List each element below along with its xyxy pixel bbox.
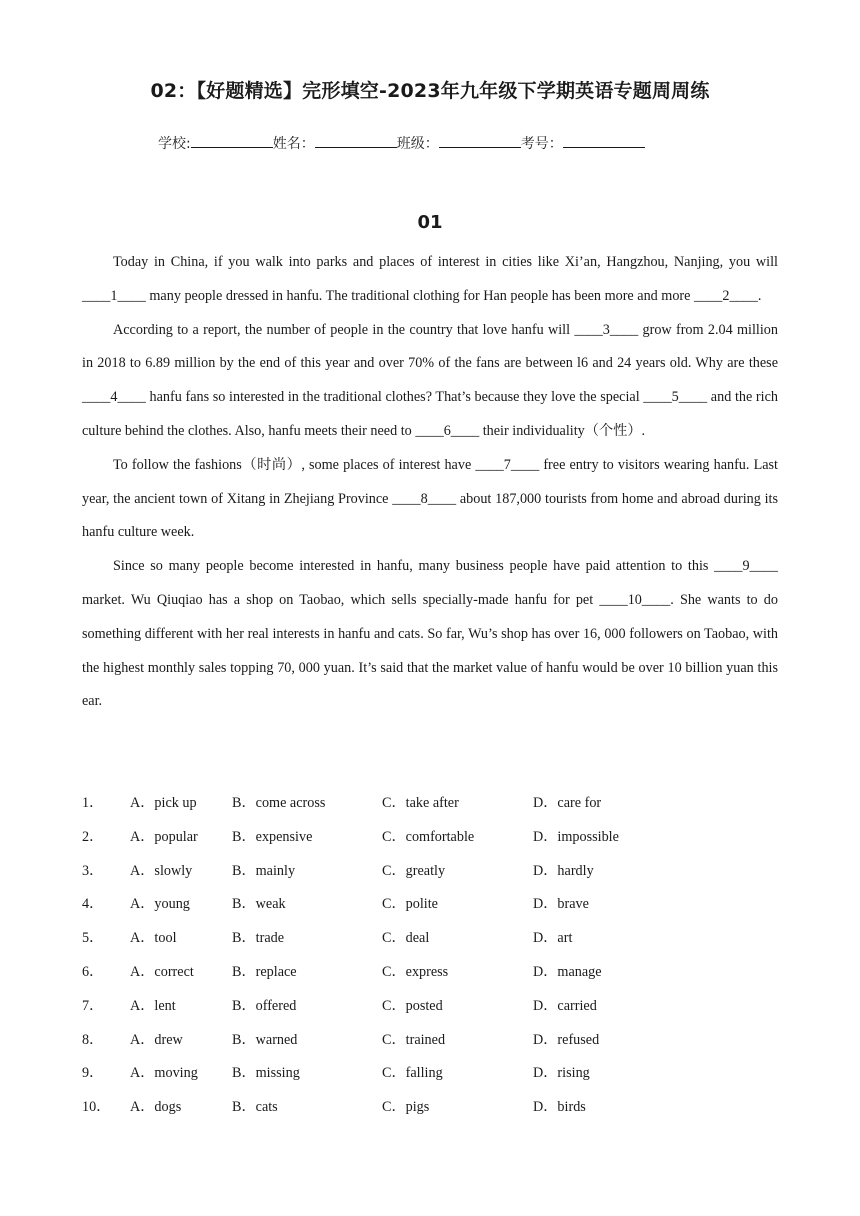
question-row — [82, 1091, 778, 1125]
option-c: C．pigs — [382, 1099, 430, 1116]
class-label: 班级： — [396, 136, 439, 152]
option-d: D．birds — [533, 1099, 586, 1116]
passage-paragraph-4: Since so many people become interested in hanfu, many business people have paid attention to this ____9____ market. Wu Qiuqiao has a shop on Taobao, which sells specially-made hanfu for pet ____10____. She wants to do something different with her real interests in hanfu and cats. So far, Wu’s shop has over 16, 000 followers on Taobao, with the highest monthly sales topping 70, 000 yuan. It’s said that the market value of hanfu would be over 10 billion yuan this ear. — [82, 558, 778, 710]
question-number: 7． — [82, 997, 104, 1014]
question-row — [82, 787, 778, 821]
option-a: A．drew — [130, 1031, 183, 1048]
question-row — [82, 821, 778, 855]
question-number: 4． — [82, 896, 104, 913]
option-d: D．carried — [533, 997, 597, 1014]
exam-number-blank — [563, 134, 645, 148]
question-number: 3． — [82, 862, 104, 879]
option-a: A．pick up — [130, 795, 197, 811]
option-b: B．offered — [232, 997, 297, 1014]
passage-paragraph-2: According to a report, the number of people in the country that love hanfu will ____3____ grow from 2.04 million in 2018 to 6.89 million by the end of this year and over 70% of the fans are between l6 and 24 years old. Why are these ____4____ hanfu fans so interested in the traditional clothes? That’s because they love the special ____5____ and the rich culture behind the clothes. Also, hanfu meets their need to ____6____ their individuality（个性）. — [82, 321, 778, 439]
option-c: C．polite — [382, 896, 438, 913]
cloze-passage — [82, 246, 778, 719]
option-d: D．hardly — [533, 862, 594, 879]
option-c: C．trained — [382, 1031, 446, 1048]
option-d: D．brave — [533, 896, 589, 913]
question-number: 5． — [82, 930, 104, 947]
option-a: A．moving — [130, 1065, 198, 1082]
passage-paragraph-1: Today in China, if you walk into parks and places of interest in cities like Xi’an, Hangzhou, Nanjing, you will ____1____ many people dressed in hanfu. The traditional clothing for Han people has been more and more ____2____. — [82, 254, 778, 304]
option-a: A．lent — [130, 997, 176, 1014]
option-c: C．take after — [382, 795, 459, 811]
option-b: B．cats — [232, 1099, 278, 1116]
name-blank — [315, 134, 397, 148]
exam-number-label: 考号： — [520, 136, 563, 152]
passage-paragraph-3: To follow the fashions（时尚）, some places of interest have ____7____ free entry to visitors wearing hanfu. Last year, the ancient town of Xitang in Zhejiang Province ____8____ about 187,000 tourists from home and abroad during its hanfu culture week. — [82, 456, 778, 541]
option-d: D．care for — [533, 795, 602, 811]
option-b: B．replace — [232, 963, 297, 980]
option-c: C．posted — [382, 997, 443, 1014]
option-c: C．falling — [382, 1065, 443, 1082]
question-row — [82, 855, 778, 889]
question-row — [82, 990, 778, 1024]
section-number: 01 — [417, 212, 443, 233]
option-b: B．warned — [232, 1031, 298, 1048]
question-row — [82, 1057, 778, 1091]
student-info-row — [158, 133, 645, 153]
class-blank — [439, 134, 521, 148]
option-b: B．weak — [232, 896, 286, 913]
option-b: B．mainly — [232, 862, 296, 879]
question-row — [82, 956, 778, 990]
option-c: C．express — [382, 963, 449, 980]
option-a: A．popular — [130, 828, 198, 845]
option-d: D．rising — [533, 1065, 590, 1082]
option-b: B．trade — [232, 930, 285, 947]
question-number: 9． — [82, 1065, 104, 1082]
question-row — [82, 1024, 778, 1058]
question-options — [82, 787, 778, 1125]
question-number: 8． — [82, 1031, 104, 1048]
option-a: A．correct — [130, 963, 194, 980]
question-number: 1． — [82, 795, 104, 811]
name-label: 姓名： — [272, 136, 315, 152]
option-d: D．art — [533, 930, 573, 947]
option-a: A．young — [130, 896, 190, 913]
school-label: 学校: — [158, 136, 191, 152]
option-b: B．come across — [232, 795, 326, 811]
question-row — [82, 888, 778, 922]
option-c: C．deal — [382, 930, 430, 947]
option-a: A．dogs — [130, 1099, 182, 1116]
option-d: D．manage — [533, 963, 602, 980]
school-blank — [191, 134, 273, 148]
question-number: 10． — [82, 1099, 111, 1116]
page-title: 02：【好题精选】完形填空-2023年九年级下学期英语专题周周练 — [150, 80, 710, 102]
option-c: C．greatly — [382, 862, 446, 879]
option-d: D．impossible — [533, 828, 619, 845]
option-a: A．slowly — [130, 862, 193, 879]
option-a: A．tool — [130, 930, 177, 947]
option-b: B．expensive — [232, 828, 313, 845]
option-b: B．missing — [232, 1065, 300, 1082]
question-number: 6． — [82, 963, 104, 980]
option-c: C．comfortable — [382, 828, 475, 845]
option-d: D．refused — [533, 1031, 600, 1048]
question-row — [82, 922, 778, 956]
question-number: 2． — [82, 828, 104, 845]
